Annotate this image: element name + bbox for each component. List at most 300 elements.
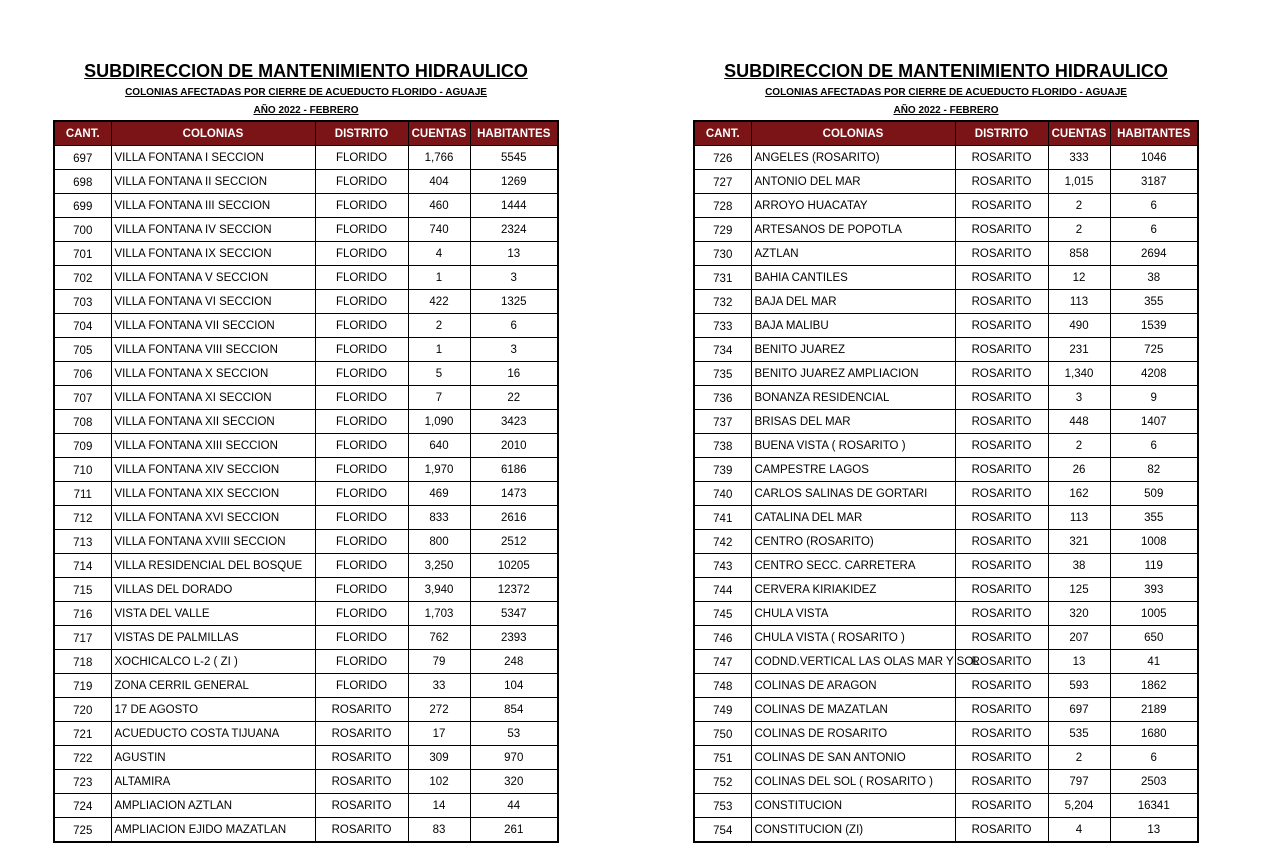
table-row <box>54 338 558 362</box>
distrito-cell: FLORIDO <box>315 578 408 602</box>
cant-cell: 703 <box>54 290 111 314</box>
colonia-cell: AZTLAN <box>751 242 955 266</box>
habitantes-cell: 1407 <box>1110 410 1198 434</box>
distrito-cell: ROSARITO <box>315 722 408 746</box>
colonia-cell: ANTONIO DEL MAR <box>751 170 955 194</box>
cant-cell: 705 <box>54 338 111 362</box>
cant-cell: 722 <box>54 746 111 770</box>
cuentas-cell: 640 <box>408 434 470 458</box>
distrito-cell: FLORIDO <box>315 650 408 674</box>
distrito-cell: ROSARITO <box>315 746 408 770</box>
column-header-distrito: DISTRITO <box>315 121 408 146</box>
habitantes-cell: 6 <box>1110 434 1198 458</box>
cant-cell: 721 <box>54 722 111 746</box>
colonia-cell: VISTA DEL VALLE <box>111 602 315 626</box>
cuentas-cell: 1,090 <box>408 410 470 434</box>
cant-cell: 726 <box>694 146 751 170</box>
cuentas-cell: 5,204 <box>1048 794 1110 818</box>
table-row <box>694 194 1198 218</box>
table-row <box>54 626 558 650</box>
colonia-cell: CHULA VISTA <box>751 602 955 626</box>
report-panel-right <box>693 58 1199 843</box>
colonia-cell: BENITO JUAREZ AMPLIACION <box>751 362 955 386</box>
table-row <box>54 650 558 674</box>
habitantes-cell: 2189 <box>1110 698 1198 722</box>
colonia-cell: VILLA FONTANA VII SECCION <box>111 314 315 338</box>
cuentas-cell: 1,015 <box>1048 170 1110 194</box>
distrito-cell: ROSARITO <box>955 626 1048 650</box>
distrito-cell: FLORIDO <box>315 242 408 266</box>
cuentas-cell: 231 <box>1048 338 1110 362</box>
colonia-cell: VILLA FONTANA XVI SECCION <box>111 506 315 530</box>
habitantes-cell: 5347 <box>470 602 558 626</box>
colonia-cell: XOCHICALCO L-2 ( ZI ) <box>111 650 315 674</box>
table-row <box>54 530 558 554</box>
cuentas-cell: 309 <box>408 746 470 770</box>
colonia-cell: VILLA FONTANA IV SECCION <box>111 218 315 242</box>
habitantes-cell: 6186 <box>470 458 558 482</box>
colonia-cell: VILLA FONTANA III SECCION <box>111 194 315 218</box>
habitantes-cell: 6 <box>1110 746 1198 770</box>
colonia-cell: COLINAS DE ARAGON <box>751 674 955 698</box>
cant-cell: 728 <box>694 194 751 218</box>
distrito-cell: FLORIDO <box>315 602 408 626</box>
distrito-cell: ROSARITO <box>955 266 1048 290</box>
column-header-cuentas: CUENTAS <box>408 121 470 146</box>
distrito-cell: ROSARITO <box>955 794 1048 818</box>
cuentas-cell: 14 <box>408 794 470 818</box>
habitantes-cell: 261 <box>470 818 558 843</box>
colonia-cell: COLINAS DE ROSARITO <box>751 722 955 746</box>
cant-cell: 704 <box>54 314 111 338</box>
table-row <box>694 314 1198 338</box>
cant-cell: 724 <box>54 794 111 818</box>
column-header-colonia: COLONIAS <box>111 121 315 146</box>
table-row <box>54 410 558 434</box>
cuentas-cell: 333 <box>1048 146 1110 170</box>
cant-cell: 697 <box>54 146 111 170</box>
distrito-cell: FLORIDO <box>315 170 408 194</box>
distrito-cell: ROSARITO <box>955 242 1048 266</box>
colonia-cell: COLINAS DE MAZATLAN <box>751 698 955 722</box>
cuentas-cell: 1,703 <box>408 602 470 626</box>
colonia-cell: CARLOS SALINAS DE GORTARI <box>751 482 955 506</box>
habitantes-cell: 1862 <box>1110 674 1198 698</box>
colonia-cell: CHULA VISTA ( ROSARITO ) <box>751 626 955 650</box>
cant-cell: 699 <box>54 194 111 218</box>
table-row <box>54 194 558 218</box>
habitantes-cell: 6 <box>1110 194 1198 218</box>
cuentas-cell: 2 <box>1048 746 1110 770</box>
colonia-cell: BENITO JUAREZ <box>751 338 955 362</box>
table-row <box>694 434 1198 458</box>
colonia-cell: AMPLIACION AZTLAN <box>111 794 315 818</box>
distrito-cell: FLORIDO <box>315 266 408 290</box>
habitantes-cell: 2324 <box>470 218 558 242</box>
cant-cell: 739 <box>694 458 751 482</box>
cuentas-cell: 13 <box>1048 650 1110 674</box>
habitantes-cell: 2512 <box>470 530 558 554</box>
habitantes-cell: 3187 <box>1110 170 1198 194</box>
distrito-cell: ROSARITO <box>955 602 1048 626</box>
cant-cell: 751 <box>694 746 751 770</box>
cant-cell: 718 <box>54 650 111 674</box>
cant-cell: 717 <box>54 626 111 650</box>
colonia-cell: CATALINA DEL MAR <box>751 506 955 530</box>
habitantes-cell: 41 <box>1110 650 1198 674</box>
column-header-habitantes: HABITANTES <box>470 121 558 146</box>
distrito-cell: ROSARITO <box>955 530 1048 554</box>
colonia-cell: VILLAS DEL DORADO <box>111 578 315 602</box>
colonia-cell: VILLA FONTANA XII SECCION <box>111 410 315 434</box>
cant-cell: 737 <box>694 410 751 434</box>
table-row <box>54 434 558 458</box>
table-row <box>694 530 1198 554</box>
cant-cell: 748 <box>694 674 751 698</box>
table-row <box>694 218 1198 242</box>
cuentas-cell: 740 <box>408 218 470 242</box>
cuentas-cell: 33 <box>408 674 470 698</box>
cant-cell: 731 <box>694 266 751 290</box>
cant-cell: 743 <box>694 554 751 578</box>
distrito-cell: FLORIDO <box>315 338 408 362</box>
habitantes-cell: 53 <box>470 722 558 746</box>
colonia-cell: ZONA CERRIL GENERAL <box>111 674 315 698</box>
colonias-table <box>693 120 1199 843</box>
distrito-cell: ROSARITO <box>955 170 1048 194</box>
column-header-habitantes: HABITANTES <box>1110 121 1198 146</box>
cuentas-cell: 321 <box>1048 530 1110 554</box>
habitantes-cell: 1005 <box>1110 602 1198 626</box>
distrito-cell: ROSARITO <box>955 674 1048 698</box>
table-row <box>694 506 1198 530</box>
table-row <box>694 338 1198 362</box>
cuentas-cell: 83 <box>408 818 470 843</box>
habitantes-cell: 1680 <box>1110 722 1198 746</box>
cant-cell: 702 <box>54 266 111 290</box>
table-row <box>54 266 558 290</box>
table-row <box>54 698 558 722</box>
distrito-cell: FLORIDO <box>315 194 408 218</box>
habitantes-cell: 1539 <box>1110 314 1198 338</box>
cuentas-cell: 762 <box>408 626 470 650</box>
colonia-cell: VILLA FONTANA XIV SECCION <box>111 458 315 482</box>
table-row <box>694 290 1198 314</box>
table-row <box>694 794 1198 818</box>
table-row <box>694 722 1198 746</box>
cant-cell: 740 <box>694 482 751 506</box>
cant-cell: 700 <box>54 218 111 242</box>
distrito-cell: ROSARITO <box>955 434 1048 458</box>
table-header-row <box>54 121 558 146</box>
table-row <box>54 386 558 410</box>
distrito-cell: ROSARITO <box>315 818 408 843</box>
cuentas-cell: 800 <box>408 530 470 554</box>
column-header-cant: CANT. <box>54 121 111 146</box>
table-row <box>54 506 558 530</box>
distrito-cell: ROSARITO <box>955 482 1048 506</box>
colonia-cell: CERVERA KIRIAKIDEZ <box>751 578 955 602</box>
cant-cell: 736 <box>694 386 751 410</box>
table-row <box>54 770 558 794</box>
table-row <box>54 218 558 242</box>
colonia-cell: VILLA FONTANA VIII SECCION <box>111 338 315 362</box>
table-row <box>54 722 558 746</box>
table-row <box>694 386 1198 410</box>
cant-cell: 720 <box>54 698 111 722</box>
cant-cell: 745 <box>694 602 751 626</box>
cant-cell: 733 <box>694 314 751 338</box>
cuentas-cell: 38 <box>1048 554 1110 578</box>
column-header-cuentas: CUENTAS <box>1048 121 1110 146</box>
habitantes-cell: 2503 <box>1110 770 1198 794</box>
distrito-cell: FLORIDO <box>315 554 408 578</box>
table-row <box>694 770 1198 794</box>
cuentas-cell: 490 <box>1048 314 1110 338</box>
cant-cell: 711 <box>54 482 111 506</box>
cuentas-cell: 833 <box>408 506 470 530</box>
cuentas-cell: 535 <box>1048 722 1110 746</box>
colonia-cell: VILLA FONTANA XVIII SECCION <box>111 530 315 554</box>
table-row <box>694 362 1198 386</box>
cuentas-cell: 2 <box>408 314 470 338</box>
table-row <box>54 794 558 818</box>
habitantes-cell: 44 <box>470 794 558 818</box>
habitantes-cell: 22 <box>470 386 558 410</box>
habitantes-cell: 1269 <box>470 170 558 194</box>
column-header-distrito: DISTRITO <box>955 121 1048 146</box>
cant-cell: 735 <box>694 362 751 386</box>
colonia-cell: ARROYO HUACATAY <box>751 194 955 218</box>
table-row <box>54 458 558 482</box>
cuentas-cell: 79 <box>408 650 470 674</box>
report-panel-left <box>53 58 559 843</box>
distrito-cell: ROSARITO <box>955 818 1048 843</box>
distrito-cell: ROSARITO <box>955 698 1048 722</box>
distrito-cell: FLORIDO <box>315 218 408 242</box>
cant-cell: 707 <box>54 386 111 410</box>
habitantes-cell: 6 <box>470 314 558 338</box>
colonia-cell: VILLA FONTANA V SECCION <box>111 266 315 290</box>
cant-cell: 716 <box>54 602 111 626</box>
habitantes-cell: 1008 <box>1110 530 1198 554</box>
colonia-cell: CONSTITUCION (ZI) <box>751 818 955 843</box>
habitantes-cell: 2694 <box>1110 242 1198 266</box>
cant-cell: 747 <box>694 650 751 674</box>
cuentas-cell: 404 <box>408 170 470 194</box>
habitantes-cell: 725 <box>1110 338 1198 362</box>
cant-cell: 708 <box>54 410 111 434</box>
cuentas-cell: 7 <box>408 386 470 410</box>
cuentas-cell: 272 <box>408 698 470 722</box>
distrito-cell: FLORIDO <box>315 146 408 170</box>
distrito-cell: ROSARITO <box>955 410 1048 434</box>
table-row <box>694 266 1198 290</box>
distrito-cell: ROSARITO <box>955 458 1048 482</box>
distrito-cell: ROSARITO <box>315 794 408 818</box>
habitantes-cell: 6 <box>1110 218 1198 242</box>
report-subtitle: COLONIAS AFECTADAS POR CIERRE DE ACUEDUCTO FLORIDO - AGUAJE <box>765 87 1127 98</box>
table-row <box>694 482 1198 506</box>
habitantes-cell: 320 <box>470 770 558 794</box>
colonia-cell: BRISAS DEL MAR <box>751 410 955 434</box>
colonia-cell: VILLA FONTANA I SECCION <box>111 146 315 170</box>
cant-cell: 749 <box>694 698 751 722</box>
cuentas-cell: 113 <box>1048 290 1110 314</box>
cuentas-cell: 593 <box>1048 674 1110 698</box>
table-row <box>54 482 558 506</box>
habitantes-cell: 2010 <box>470 434 558 458</box>
colonia-cell: VILLA FONTANA XIII SECCION <box>111 434 315 458</box>
table-row <box>54 170 558 194</box>
cuentas-cell: 797 <box>1048 770 1110 794</box>
habitantes-cell: 2393 <box>470 626 558 650</box>
table-row <box>54 818 558 843</box>
habitantes-cell: 104 <box>470 674 558 698</box>
table-row <box>694 626 1198 650</box>
cuentas-cell: 4 <box>1048 818 1110 843</box>
cant-cell: 730 <box>694 242 751 266</box>
cant-cell: 746 <box>694 626 751 650</box>
cant-cell: 701 <box>54 242 111 266</box>
colonia-cell: ANGELES (ROSARITO) <box>751 146 955 170</box>
table-row <box>54 602 558 626</box>
table-row <box>694 170 1198 194</box>
table-row <box>694 410 1198 434</box>
cant-cell: 753 <box>694 794 751 818</box>
cuentas-cell: 4 <box>408 242 470 266</box>
cant-cell: 710 <box>54 458 111 482</box>
distrito-cell: ROSARITO <box>955 146 1048 170</box>
colonia-cell: VILLA FONTANA II SECCION <box>111 170 315 194</box>
colonia-cell: ACUEDUCTO COSTA TIJUANA <box>111 722 315 746</box>
cant-cell: 725 <box>54 818 111 843</box>
cuentas-cell: 1,766 <box>408 146 470 170</box>
habitantes-cell: 355 <box>1110 506 1198 530</box>
colonia-cell: ALTAMIRA <box>111 770 315 794</box>
cuentas-cell: 5 <box>408 362 470 386</box>
cant-cell: 706 <box>54 362 111 386</box>
table-row <box>694 578 1198 602</box>
habitantes-cell: 82 <box>1110 458 1198 482</box>
cuentas-cell: 2 <box>1048 218 1110 242</box>
distrito-cell: FLORIDO <box>315 458 408 482</box>
table-row <box>54 674 558 698</box>
report-title: SUBDIRECCION DE MANTENIMIENTO HIDRAULICO <box>84 61 528 81</box>
table-row <box>694 146 1198 170</box>
cant-cell: 754 <box>694 818 751 843</box>
distrito-cell: ROSARITO <box>955 650 1048 674</box>
cant-cell: 741 <box>694 506 751 530</box>
habitantes-cell: 1325 <box>470 290 558 314</box>
distrito-cell: FLORIDO <box>315 434 408 458</box>
cuentas-cell: 320 <box>1048 602 1110 626</box>
colonia-cell: CONSTITUCION <box>751 794 955 818</box>
distrito-cell: FLORIDO <box>315 314 408 338</box>
table-row <box>694 554 1198 578</box>
colonia-cell: CAMPESTRE LAGOS <box>751 458 955 482</box>
cuentas-cell: 3 <box>1048 386 1110 410</box>
cant-cell: 709 <box>54 434 111 458</box>
colonia-cell: VILLA RESIDENCIAL DEL BOSQUE <box>111 554 315 578</box>
cuentas-cell: 125 <box>1048 578 1110 602</box>
habitantes-cell: 16 <box>470 362 558 386</box>
distrito-cell: FLORIDO <box>315 674 408 698</box>
colonia-cell: VILLA FONTANA IX SECCION <box>111 242 315 266</box>
cuentas-cell: 207 <box>1048 626 1110 650</box>
distrito-cell: FLORIDO <box>315 626 408 650</box>
colonia-cell: CODND.VERTICAL LAS OLAS MAR Y SOL <box>751 650 955 674</box>
cant-cell: 738 <box>694 434 751 458</box>
distrito-cell: ROSARITO <box>315 698 408 722</box>
table-row <box>54 362 558 386</box>
cant-cell: 729 <box>694 218 751 242</box>
distrito-cell: ROSARITO <box>955 386 1048 410</box>
cant-cell: 727 <box>694 170 751 194</box>
distrito-cell: ROSARITO <box>955 506 1048 530</box>
distrito-cell: FLORIDO <box>315 530 408 554</box>
distrito-cell: FLORIDO <box>315 482 408 506</box>
cant-cell: 715 <box>54 578 111 602</box>
cuentas-cell: 858 <box>1048 242 1110 266</box>
habitantes-cell: 3 <box>470 338 558 362</box>
cant-cell: 713 <box>54 530 111 554</box>
colonia-cell: BAHIA CANTILES <box>751 266 955 290</box>
habitantes-cell: 38 <box>1110 266 1198 290</box>
colonia-cell: CENTRO (ROSARITO) <box>751 530 955 554</box>
distrito-cell: FLORIDO <box>315 410 408 434</box>
report-date: AÑO 2022 - FEBRERO <box>253 105 359 116</box>
habitantes-cell: 1444 <box>470 194 558 218</box>
cuentas-cell: 12 <box>1048 266 1110 290</box>
habitantes-cell: 2616 <box>470 506 558 530</box>
cant-cell: 714 <box>54 554 111 578</box>
table-row <box>694 242 1198 266</box>
table-row <box>54 554 558 578</box>
table-row <box>54 314 558 338</box>
habitantes-cell: 9 <box>1110 386 1198 410</box>
table-row <box>54 146 558 170</box>
cant-cell: 723 <box>54 770 111 794</box>
cant-cell: 744 <box>694 578 751 602</box>
cant-cell: 698 <box>54 170 111 194</box>
distrito-cell: ROSARITO <box>955 362 1048 386</box>
table-row <box>694 650 1198 674</box>
distrito-cell: ROSARITO <box>955 194 1048 218</box>
colonia-cell: AMPLIACION EJIDO MAZATLAN <box>111 818 315 843</box>
habitantes-cell: 355 <box>1110 290 1198 314</box>
cuentas-cell: 2 <box>1048 434 1110 458</box>
colonia-cell: 17 DE AGOSTO <box>111 698 315 722</box>
table-row <box>694 818 1198 843</box>
colonia-cell: AGUSTIN <box>111 746 315 770</box>
distrito-cell: FLORIDO <box>315 386 408 410</box>
habitantes-cell: 4208 <box>1110 362 1198 386</box>
colonia-cell: BONANZA RESIDENCIAL <box>751 386 955 410</box>
colonia-cell: CENTRO SECC. CARRETERA <box>751 554 955 578</box>
table-header-row <box>694 121 1198 146</box>
colonia-cell: BAJA MALIBU <box>751 314 955 338</box>
distrito-cell: ROSARITO <box>955 722 1048 746</box>
cant-cell: 752 <box>694 770 751 794</box>
cuentas-cell: 422 <box>408 290 470 314</box>
cant-cell: 712 <box>54 506 111 530</box>
cuentas-cell: 469 <box>408 482 470 506</box>
colonia-cell: VISTAS DE PALMILLAS <box>111 626 315 650</box>
colonia-cell: VILLA FONTANA X SECCION <box>111 362 315 386</box>
cant-cell: 732 <box>694 290 751 314</box>
distrito-cell: FLORIDO <box>315 290 408 314</box>
